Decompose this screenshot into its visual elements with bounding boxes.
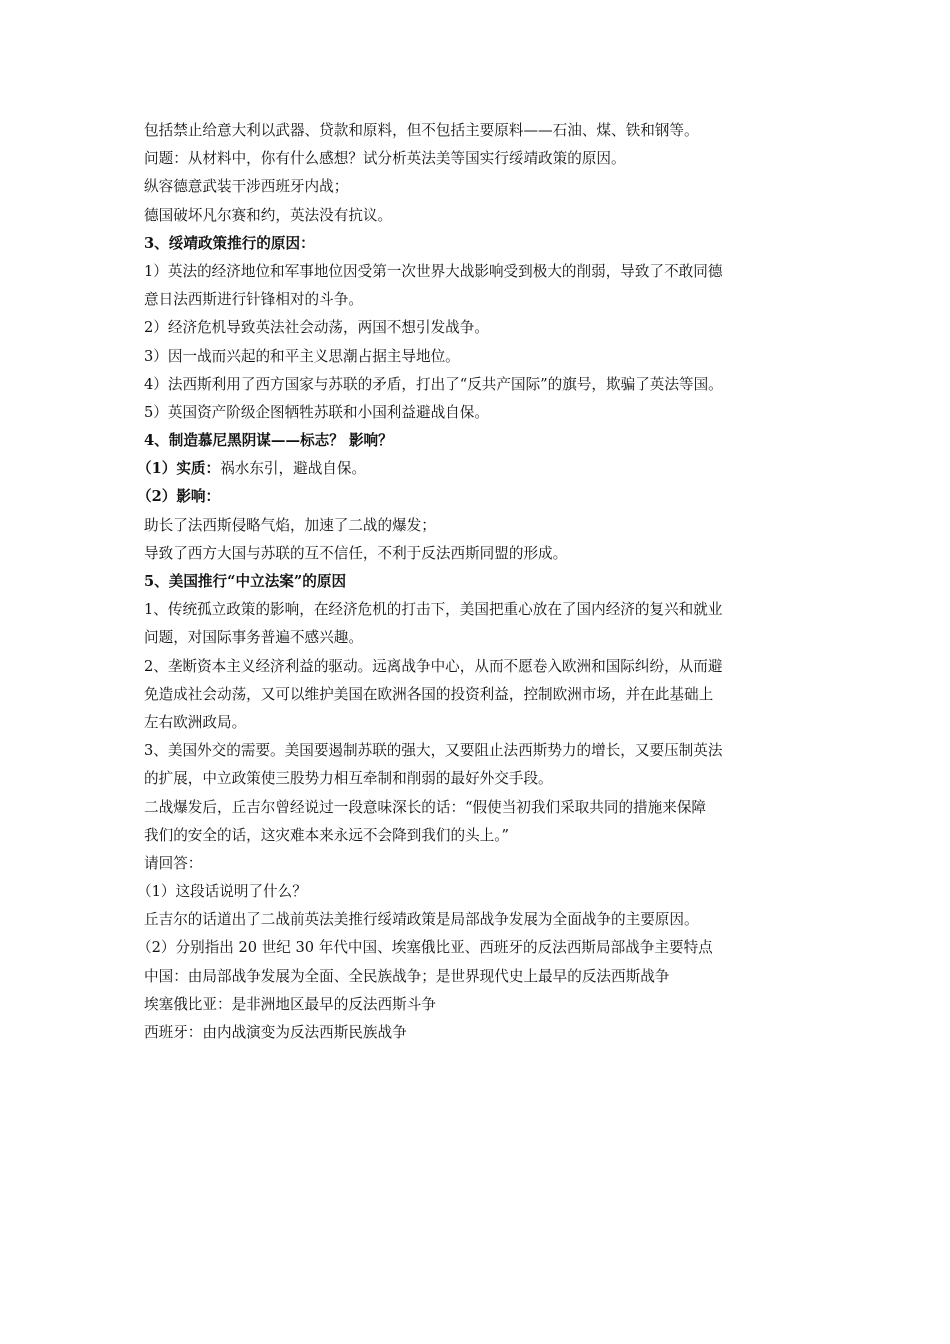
- text-line: 中国：由局部战争发展为全面、全民族战争；是世界现代史上最早的反法西斯战争: [144, 967, 670, 985]
- text-line: 丘吉尔的话道出了二战前英法美推行绥靖政策是局部战争发展为全面战争的主要原因。: [144, 911, 699, 929]
- text-line: 二战爆发后，丘吉尔曾经说过一段意味深长的话：“假使当初我们采取共同的措施来保障: [144, 798, 707, 816]
- section-heading: 5、美国推行“中立法案”的原因: [144, 573, 347, 590]
- text-line: 西班牙：由内战演变为反法西斯民族战争: [144, 1024, 407, 1041]
- text-line: 意日法西斯进行针锋相对的斗争。: [144, 291, 363, 309]
- text-line: 1、传统孤立政策的影响，在经济危机的打击下，美国把重心放在了国内经济的复兴和就业: [144, 601, 723, 619]
- text-line: 1）英法的经济地位和军事地位因受第一次世界大战影响受到极大的削弱，导致了不敢同德: [144, 262, 723, 280]
- text-line: 2）经济危机导致英法社会动荡，两国不想引发战争。: [144, 319, 489, 337]
- text-line: 请回答：: [144, 854, 203, 872]
- sub-label: （1）实质：: [137, 460, 221, 478]
- text-line: 问题：从材料中，你有什么感想？试分析英法美等国实行绥靖政策的原因。: [144, 150, 626, 168]
- text-line: 5）英国资产阶级企图牺牲苏联和小国利益避战自保。: [144, 403, 489, 421]
- text-line: 纵容德意武装干涉西班牙内战；: [144, 178, 349, 196]
- text-line: 助长了法西斯侵略气焰，加速了二战的爆发；: [144, 516, 436, 534]
- text-line: 免造成社会动荡，又可以维护美国在欧洲各国的投资利益，控制欧洲市场，并在此基础上: [144, 685, 714, 703]
- text-line: 3）因一战而兴起的和平主义思潮占据主导地位。: [144, 347, 460, 365]
- text-line: [137, 483, 824, 511]
- text-line: [137, 455, 824, 483]
- sub-text: 祸水东引，避战自保。: [220, 460, 367, 478]
- text-line: 包括禁止给意大利以武器、贷款和原料，但不包括主要原料——石油、煤、铁和钢等。: [144, 122, 699, 139]
- section-heading: 3、绥靖政策推行的原因：: [144, 234, 315, 252]
- text-line: 导致了西方大国与苏联的互不信任，不利于反法西斯同盟的形成。: [144, 544, 568, 562]
- text-line: 埃塞俄比亚：是非洲地区最早的反法西斯斗争: [144, 995, 436, 1013]
- sub-label: （2）影响：: [137, 488, 221, 506]
- text-line: 2、垄断资本主义经济利益的驱动。远离战争中心，从而不愿卷入欧洲和国际纠纷，从而避: [144, 657, 723, 675]
- text-line: 左右欧洲政局。: [144, 713, 247, 731]
- text-line: （1）这段话说明了什么？: [137, 883, 307, 901]
- text-line: 4）法西斯利用了西方国家与苏联的矛盾，打出了“反共产国际”的旗号，欺骗了英法等国。: [144, 375, 723, 393]
- document-page: [137, 117, 824, 1047]
- text-line: 德国破坏凡尔赛和约，英法没有抗议。: [144, 206, 393, 224]
- text-line: 的扩展，中立政策使三股势力相互牵制和削弱的最好外交手段。: [144, 770, 553, 788]
- text-line: （2）分别指出 20 世纪 30 年代中国、埃塞俄比亚、西班牙的反法西斯局部战争主要特点: [137, 939, 713, 957]
- text-line: 3、美国外交的需要。美国要遏制苏联的强大，又要阻止法西斯势力的增长，又要压制英法: [144, 742, 723, 760]
- text-line: 问题，对国际事务普遍不感兴趣。: [144, 629, 363, 647]
- section-heading: 4、制造慕尼黑阴谋——标志？ 影响？: [144, 432, 393, 450]
- text-line: 我们的安全的话，这灾难本来永远不会降到我们的头上。”: [144, 826, 510, 844]
